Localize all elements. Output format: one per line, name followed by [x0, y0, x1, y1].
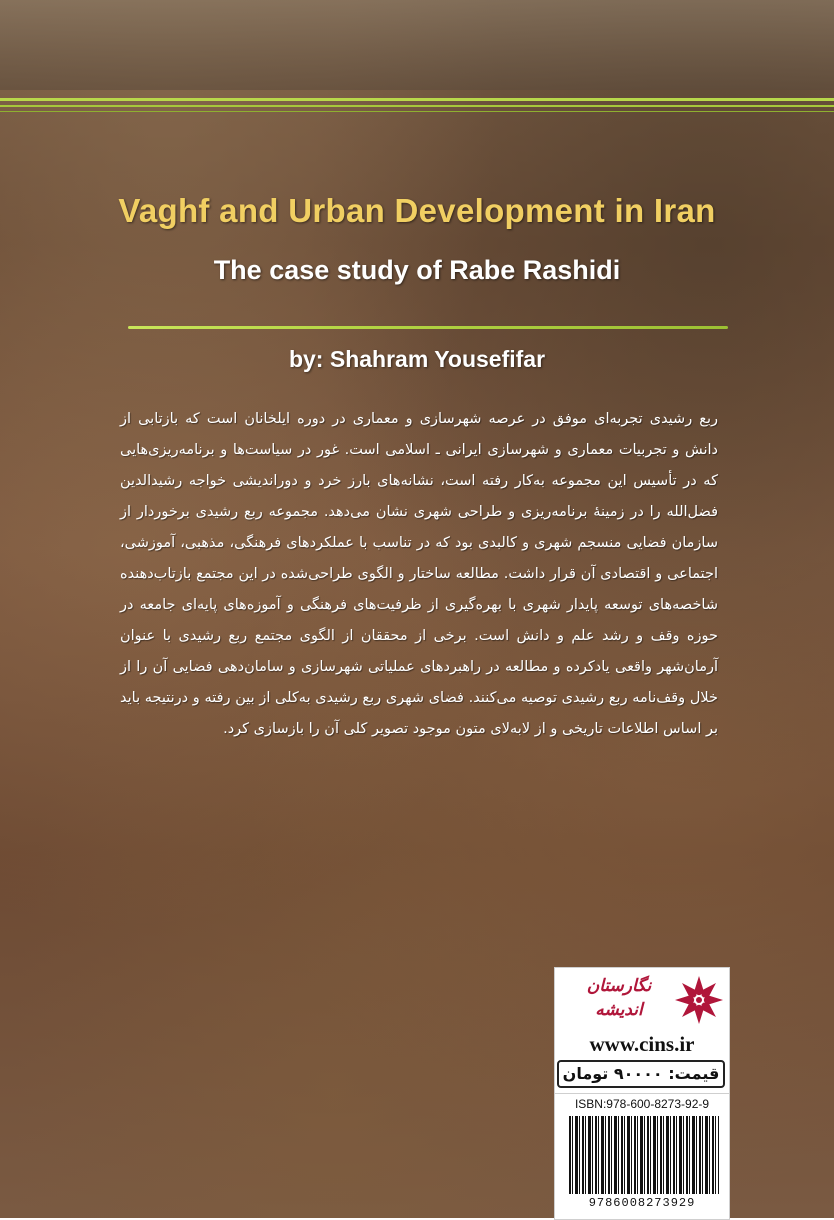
green-stripe: [0, 105, 834, 107]
green-stripe: [0, 111, 834, 112]
barcode-digits: 9786008273929: [588, 1196, 696, 1210]
author-line: by: Shahram Yousefifar: [288, 346, 546, 372]
book-title: Vaghf and Urban Development in Iran: [118, 192, 716, 229]
book-summary: ربع رشیدی تجربه‌ای موفق در عرصه شهرسازی و معماری در دوره ایلخانان است که بازتابی از دانش و تجربیات معماری و شهرسازی ایرانی ـ اسلامی است. غور در سیاست‌ها و برنامه‌ریزی‌هایی که در تأسیس این مجموعه به‌کار رفته است، نشانه‌های بارز خرد و دوراندیشی خواجه رشیدالدین فضل‌الله را در زمینهٔ برنامه‌ریزی و طراحی شهری نشان می‌دهد. مجموعه ربع رشیدی برخوردار از سازمان فضایی منسجم شهری و کالبدی بود که در تناسب با عملکردهای فرهنگی، مذهبی، آموزشی، اجتماعی و اقتصادی آن قرار داشت. مطالعه ساختار و الگوی طراحی‌شده در این مجتمع بازتاب‌دهنده شاخصه‌های توسعه پایدار شهری با بهره‌گیری از ظرفیت‌های فرهنگی و آموزه‌های پایه‌ای جامعه در حوزه وقف و رشد علم و دانش است. برخی از محققان از الگوی مجتمع ربع رشیدی با عنوان آرمان‌شهر واقعی یادکرده و مطالعه در راهبردهای عملیاتی شهرسازی و سامان‌دهی فضایی آن را از خلال وقف‌نامه ربع رشیدی توصیه می‌کنند. فضای شهری ربع رشیدی به‌کلی از بین رفته و درنتیجه باید بر اساس اطلاعات تاریخی و از لابه‌لای متون موجود تصویر کلی آن را بازسازی کرد.: [120, 411, 718, 737]
barcode: [569, 1116, 719, 1194]
flower-icon: [671, 972, 727, 1028]
title-divider: [128, 326, 728, 329]
green-stripe: [0, 98, 834, 101]
publisher-website: www.cins.ir: [589, 1032, 695, 1056]
isbn-sticker: [554, 1093, 730, 1220]
isbn-number: ISBN:978-600-8273-92-9: [574, 1097, 710, 1111]
publisher-sticker: [554, 967, 730, 1095]
publisher-logo-text: نگارستان اندیشه: [586, 976, 652, 1020]
book-subtitle: The case study of Rabe Rashidi: [213, 255, 621, 285]
price-label: قیمت: ۹۰۰۰۰ تومان: [557, 1060, 725, 1088]
top-photo-band: [0, 0, 834, 90]
